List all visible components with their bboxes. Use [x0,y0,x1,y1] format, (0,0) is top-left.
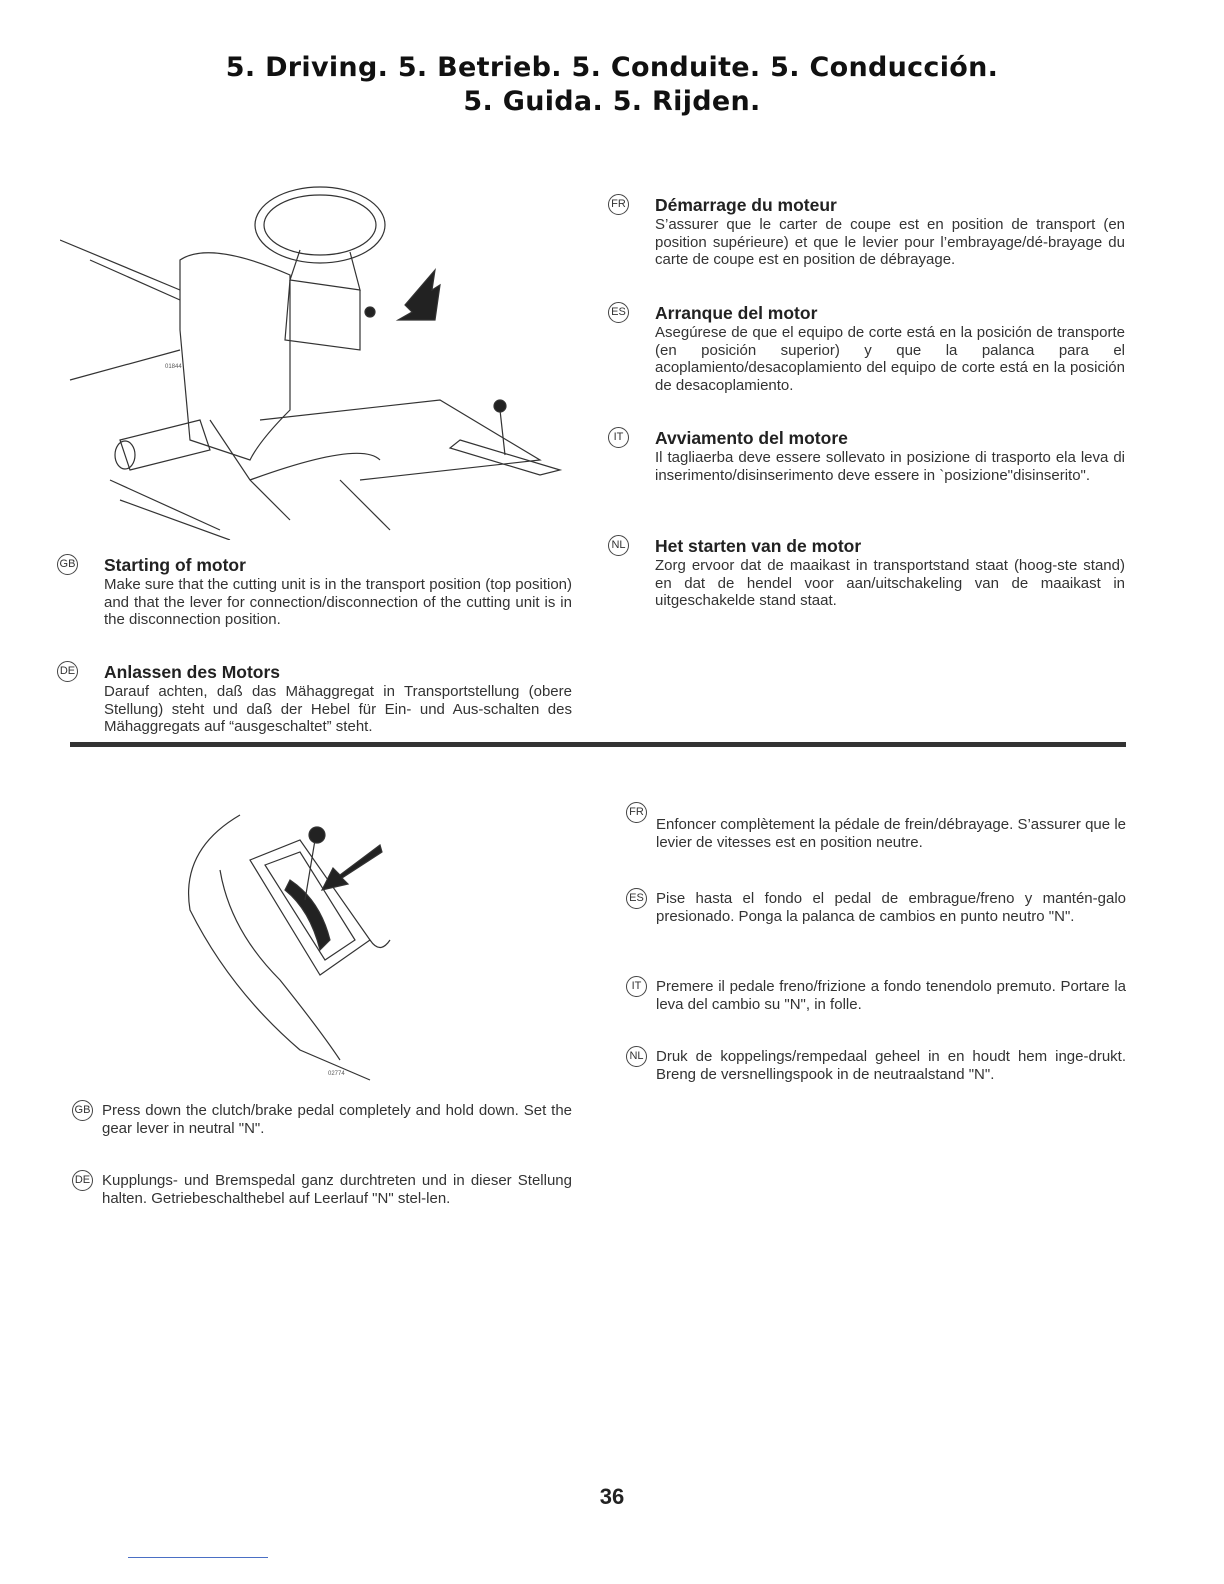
lang-badge-it: IT [608,427,629,448]
instruction-nl [626,1046,1126,1083]
body-text: Druk de koppelings/rempedaal geheel in en houdt hem inge-drukt. Breng de versnellingspook in de neutraalstand "N". [656,1048,1126,1083]
lang-badge-gb: GB [57,554,78,575]
body-text: Premere il pedale freno/frizione a fondo tenendolo premuto. Portare la leva del cambio su "N", in folle. [656,978,1126,1013]
lang-badge-fr: FR [608,194,629,215]
instruction-es [626,888,1126,925]
body-text: S’assurer que le carter de coupe est en position de transport (en position supérieure) et que le levier pour l’embrayage/dé-brayage du carte de coupe est en position de débrayage. [655,216,1125,268]
body-text: Kupplungs- und Bremspedal ganz durchtreten und in dieser Stellung halten. Getriebeschalthebel auf Leerlauf "N" stel-len. [102,1172,572,1207]
body-text: Enfoncer complètement la pédale de frein/débrayage. S’assurer que le levier de vitesses est en position neutre. [656,816,1126,851]
section-gb [57,554,572,629]
instruction-gb [72,1100,572,1137]
instruction-it [626,976,1126,1013]
heading: Démarrage du moteur [655,195,837,215]
lang-badge-nl: NL [608,535,629,556]
heading: Starting of motor [104,555,246,575]
lang-badge-it: IT [626,976,647,997]
lang-badge-de: DE [72,1170,93,1191]
section-it [608,427,1125,484]
section-nl [608,535,1125,610]
section-de [57,661,572,736]
page-title-line2: 5. Guida. 5. Rijden. [463,86,761,117]
section-divider [70,742,1126,747]
section-es [608,302,1125,394]
lang-badge-nl: NL [626,1046,647,1067]
body-text: Make sure that the cutting unit is in the transport position (top position) and that the lever for connection/disconnection of the cutting unit is in the disconnection position. [104,576,572,628]
lang-badge-gb: GB [72,1100,93,1121]
instruction-de [72,1170,572,1207]
figure-label: 01844 [165,364,182,370]
lang-badge-es: ES [626,888,647,909]
body-text: Press down the clutch/brake pedal completely and hold down. Set the gear lever in neutral "N". [102,1102,572,1137]
body-text: Pise hasta el fondo el pedal de embrague/freno y mantén-galo presionado. Ponga la palanca de cambios en punto neutro "N". [656,890,1126,925]
lang-badge-de: DE [57,661,78,682]
lang-badge-es: ES [608,302,629,323]
page-title-line1: 5. Driving. 5. Betrieb. 5. Conduite. 5. Conducción. [225,52,999,83]
heading: Arranque del motor [655,303,818,323]
section-fr [608,194,1125,269]
figure-label: 02774 [328,1071,345,1077]
heading: Avviamento del motore [655,428,848,448]
gear-lever-illustration [170,790,400,1090]
body-text: Il tagliaerba deve essere sollevato in posizione di trasporto ela leva di inserimento/disinserimento deve essere in `posizione"disinserito". [655,449,1125,484]
steering-illustration [60,180,570,540]
heading: Het starten van de motor [655,536,862,556]
body-text: Darauf achten, daß das Mähaggregat in Transportstellung (obere Stellung) steht und daß der Hebel für Ein- und Aus-schalten des Mähaggregats auf “ausgeschaltet” steht. [104,683,572,735]
heading: Anlassen des Motors [104,662,281,682]
body-text: Zorg ervoor dat de maaikast in transportstand staat (hoog-ste stand) en dat de hendel voor aan/uitschakeling van de maaikast in uitgeschakelde stand staat. [655,557,1125,609]
instruction-fr [626,802,1126,851]
lang-badge-fr: FR [626,802,647,823]
page-number: 36 [599,1484,625,1509]
body-text: Asegúrese de que el equipo de corte está en la posición de transporte (en posición superior) y que la palanca para el acoplamiento/desacoplamiento del equipo de corte está en la posición de desacoplamiento. [655,324,1125,394]
footer-link-line [128,1557,268,1558]
